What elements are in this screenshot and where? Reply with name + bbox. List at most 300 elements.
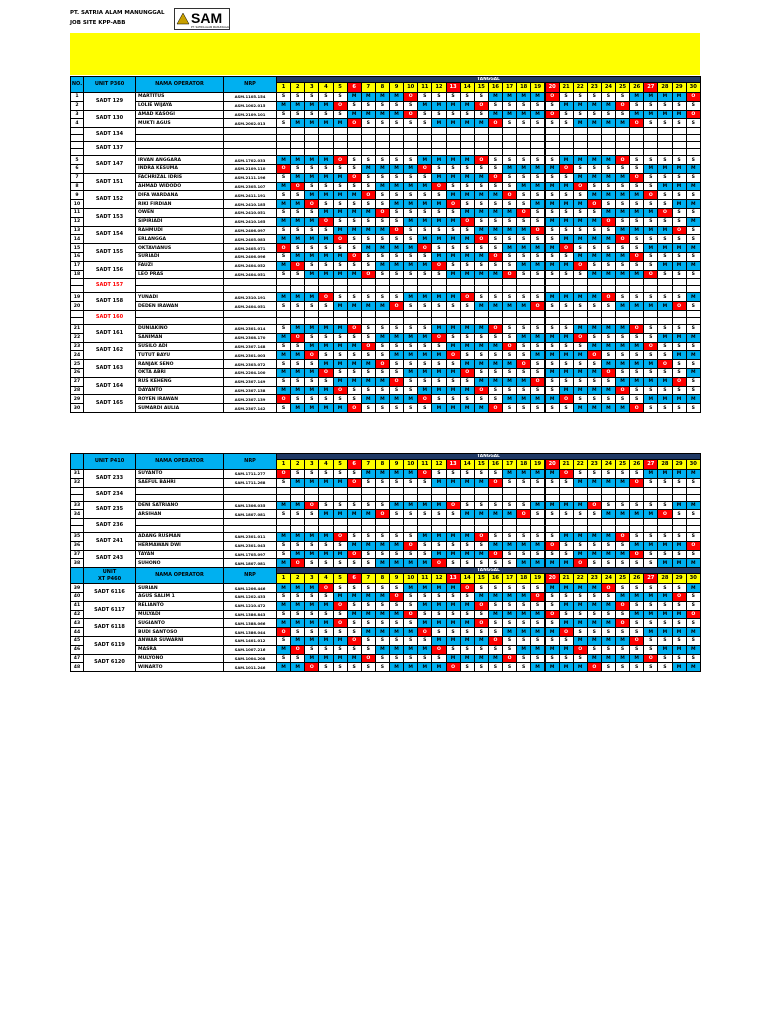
shift-cell[interactable]: S (347, 101, 361, 110)
shift-cell[interactable]: S (658, 101, 672, 110)
shift-cell[interactable]: S (375, 156, 389, 165)
shift-cell[interactable]: O (446, 663, 460, 672)
shift-cell[interactable]: S (291, 164, 305, 173)
shift-cell[interactable]: M (375, 541, 389, 550)
shift-cell[interactable]: S (390, 637, 404, 646)
shift-cell[interactable]: O (559, 469, 573, 478)
shift-cell[interactable]: M (672, 200, 686, 209)
shift-cell[interactable]: M (460, 252, 474, 261)
shift-cell[interactable]: M (460, 550, 474, 559)
shift-cell[interactable]: O (559, 164, 573, 173)
shift-cell[interactable]: O (672, 226, 686, 235)
shift-cell[interactable]: S (545, 637, 559, 646)
shift-cell[interactable]: S (404, 101, 418, 110)
shift-cell[interactable]: S (474, 93, 488, 102)
shift-cell[interactable]: M (630, 593, 644, 602)
shift-cell[interactable]: S (375, 173, 389, 182)
shift-cell[interactable]: M (460, 235, 474, 244)
shift-cell[interactable]: M (418, 182, 432, 191)
shift-cell[interactable]: S (573, 593, 587, 602)
shift-cell[interactable]: M (488, 377, 502, 386)
shift-cell[interactable]: S (531, 550, 545, 559)
shift-cell[interactable]: S (658, 584, 672, 593)
shift-cell[interactable]: M (347, 191, 361, 200)
shift-cell[interactable]: M (517, 395, 531, 404)
shift-cell[interactable]: M (559, 601, 573, 610)
shift-cell[interactable]: M (474, 377, 488, 386)
shift-cell[interactable]: S (531, 533, 545, 542)
shift-cell[interactable]: S (418, 404, 432, 413)
shift-cell[interactable]: S (390, 101, 404, 110)
shift-cell[interactable]: M (672, 469, 686, 478)
shift-cell[interactable]: M (545, 663, 559, 672)
shift-cell[interactable]: M (545, 395, 559, 404)
shift-cell[interactable]: S (630, 469, 644, 478)
shift-cell[interactable]: M (503, 244, 517, 253)
shift-cell[interactable]: M (375, 377, 389, 386)
shift-cell[interactable]: S (404, 478, 418, 487)
shift-cell[interactable]: M (686, 182, 700, 191)
shift-cell[interactable]: M (531, 93, 545, 102)
shift-cell[interactable]: S (404, 601, 418, 610)
shift-cell[interactable]: S (630, 244, 644, 253)
shift-cell[interactable]: M (432, 293, 446, 302)
shift-cell[interactable]: M (474, 252, 488, 261)
shift-cell[interactable]: M (418, 101, 432, 110)
shift-cell[interactable]: M (503, 395, 517, 404)
shift-cell[interactable]: O (432, 333, 446, 342)
shift-cell[interactable]: M (347, 110, 361, 119)
shift-cell[interactable]: S (390, 386, 404, 395)
shift-cell[interactable]: S (291, 628, 305, 637)
shift-cell[interactable]: M (446, 533, 460, 542)
shift-cell[interactable]: S (418, 610, 432, 619)
shift-cell[interactable]: M (446, 270, 460, 279)
shift-cell[interactable]: M (658, 628, 672, 637)
shift-cell[interactable]: M (658, 541, 672, 550)
shift-cell[interactable]: S (686, 619, 700, 628)
shift-cell[interactable]: M (347, 654, 361, 663)
shift-cell[interactable]: M (418, 584, 432, 593)
shift-cell[interactable]: S (432, 610, 446, 619)
shift-cell[interactable]: M (488, 342, 502, 351)
shift-cell[interactable]: O (488, 173, 502, 182)
shift-cell[interactable]: M (446, 235, 460, 244)
shift-cell[interactable]: O (658, 360, 672, 369)
shift-cell[interactable]: M (616, 593, 630, 602)
shift-cell[interactable]: M (559, 333, 573, 342)
shift-cell[interactable]: S (517, 293, 531, 302)
shift-cell[interactable]: M (601, 619, 615, 628)
shift-cell[interactable]: M (616, 324, 630, 333)
shift-cell[interactable]: M (474, 208, 488, 217)
shift-cell[interactable]: M (686, 333, 700, 342)
shift-cell[interactable]: M (686, 469, 700, 478)
shift-cell[interactable]: S (630, 663, 644, 672)
shift-cell[interactable]: M (277, 533, 291, 542)
shift-cell[interactable]: S (418, 654, 432, 663)
shift-cell[interactable]: S (630, 559, 644, 568)
shift-cell[interactable]: S (291, 191, 305, 200)
shift-cell[interactable]: S (375, 293, 389, 302)
shift-cell[interactable]: S (277, 173, 291, 182)
shift-cell[interactable]: S (630, 101, 644, 110)
shift-cell[interactable]: S (474, 610, 488, 619)
shift-cell[interactable]: S (432, 226, 446, 235)
shift-cell[interactable]: M (517, 377, 531, 386)
shift-cell[interactable]: M (545, 293, 559, 302)
shift-cell[interactable]: S (361, 368, 375, 377)
shift-cell[interactable]: M (418, 501, 432, 510)
shift-cell[interactable]: O (432, 645, 446, 654)
shift-cell[interactable]: S (390, 510, 404, 519)
shift-cell[interactable]: M (686, 293, 700, 302)
shift-cell[interactable]: S (347, 559, 361, 568)
shift-cell[interactable]: S (319, 395, 333, 404)
shift-cell[interactable]: M (291, 235, 305, 244)
shift-cell[interactable]: M (616, 478, 630, 487)
shift-cell[interactable]: S (404, 404, 418, 413)
shift-cell[interactable]: S (390, 191, 404, 200)
shift-cell[interactable]: S (460, 302, 474, 311)
shift-cell[interactable]: M (644, 628, 658, 637)
shift-cell[interactable]: M (672, 110, 686, 119)
shift-cell[interactable]: M (503, 610, 517, 619)
shift-cell[interactable]: M (460, 101, 474, 110)
shift-cell[interactable]: M (418, 533, 432, 542)
shift-cell[interactable]: M (361, 360, 375, 369)
shift-cell[interactable]: M (601, 510, 615, 519)
shift-cell[interactable]: S (277, 302, 291, 311)
shift-cell[interactable]: M (277, 351, 291, 360)
shift-cell[interactable]: S (319, 182, 333, 191)
shift-cell[interactable]: M (361, 395, 375, 404)
shift-cell[interactable]: S (347, 200, 361, 209)
shift-cell[interactable]: M (404, 217, 418, 226)
shift-cell[interactable]: M (573, 351, 587, 360)
shift-cell[interactable]: S (361, 200, 375, 209)
shift-cell[interactable]: S (616, 368, 630, 377)
shift-cell[interactable]: M (404, 333, 418, 342)
shift-cell[interactable]: M (305, 584, 319, 593)
shift-cell[interactable]: O (404, 610, 418, 619)
shift-cell[interactable]: M (277, 101, 291, 110)
shift-cell[interactable]: M (319, 654, 333, 663)
shift-cell[interactable]: M (630, 110, 644, 119)
shift-cell[interactable]: S (601, 663, 615, 672)
shift-cell[interactable]: S (545, 550, 559, 559)
shift-cell[interactable]: M (503, 593, 517, 602)
shift-cell[interactable]: M (573, 235, 587, 244)
shift-cell[interactable]: S (305, 302, 319, 311)
shift-cell[interactable]: S (361, 533, 375, 542)
shift-cell[interactable]: O (390, 302, 404, 311)
shift-cell[interactable]: O (305, 351, 319, 360)
shift-cell[interactable]: S (658, 663, 672, 672)
shift-cell[interactable]: S (658, 351, 672, 360)
shift-cell[interactable]: S (517, 478, 531, 487)
shift-cell[interactable]: S (446, 208, 460, 217)
shift-cell[interactable]: S (573, 208, 587, 217)
shift-cell[interactable]: S (658, 293, 672, 302)
shift-cell[interactable]: S (319, 164, 333, 173)
shift-cell[interactable]: M (644, 610, 658, 619)
shift-cell[interactable]: S (658, 191, 672, 200)
shift-cell[interactable]: M (418, 333, 432, 342)
shift-cell[interactable]: M (390, 110, 404, 119)
shift-cell[interactable]: O (474, 533, 488, 542)
shift-cell[interactable]: S (347, 533, 361, 542)
shift-cell[interactable]: M (432, 601, 446, 610)
shift-cell[interactable]: S (573, 628, 587, 637)
shift-cell[interactable]: S (630, 333, 644, 342)
shift-cell[interactable]: M (277, 619, 291, 628)
shift-cell[interactable]: S (390, 342, 404, 351)
shift-cell[interactable]: M (616, 119, 630, 128)
shift-cell[interactable]: S (517, 386, 531, 395)
shift-cell[interactable]: S (658, 501, 672, 510)
shift-cell[interactable]: S (404, 226, 418, 235)
shift-cell[interactable]: S (305, 645, 319, 654)
shift-cell[interactable]: M (460, 270, 474, 279)
shift-cell[interactable]: M (531, 469, 545, 478)
shift-cell[interactable]: S (404, 619, 418, 628)
shift-cell[interactable]: M (460, 654, 474, 663)
shift-cell[interactable]: S (361, 101, 375, 110)
shift-cell[interactable]: O (616, 601, 630, 610)
shift-cell[interactable]: M (517, 93, 531, 102)
shift-cell[interactable]: M (390, 200, 404, 209)
shift-cell[interactable]: M (503, 164, 517, 173)
shift-cell[interactable]: O (319, 584, 333, 593)
shift-cell[interactable]: S (630, 235, 644, 244)
shift-cell[interactable]: O (460, 584, 474, 593)
shift-cell[interactable]: S (601, 200, 615, 209)
shift-cell[interactable]: S (404, 377, 418, 386)
shift-cell[interactable]: S (361, 235, 375, 244)
shift-cell[interactable]: M (305, 252, 319, 261)
shift-cell[interactable]: M (418, 261, 432, 270)
shift-cell[interactable]: M (573, 293, 587, 302)
shift-cell[interactable]: M (587, 386, 601, 395)
shift-cell[interactable]: S (390, 270, 404, 279)
shift-cell[interactable]: M (291, 293, 305, 302)
shift-cell[interactable]: M (644, 469, 658, 478)
shift-cell[interactable]: M (446, 637, 460, 646)
shift-cell[interactable]: O (616, 533, 630, 542)
shift-cell[interactable]: S (503, 333, 517, 342)
shift-cell[interactable]: O (277, 469, 291, 478)
shift-cell[interactable]: O (672, 377, 686, 386)
shift-cell[interactable]: M (672, 333, 686, 342)
shift-cell[interactable]: S (446, 377, 460, 386)
shift-cell[interactable]: S (418, 173, 432, 182)
shift-cell[interactable]: S (291, 208, 305, 217)
shift-cell[interactable]: S (559, 377, 573, 386)
shift-cell[interactable]: S (531, 119, 545, 128)
shift-cell[interactable]: M (644, 510, 658, 519)
shift-cell[interactable]: M (587, 654, 601, 663)
shift-cell[interactable]: S (686, 377, 700, 386)
shift-cell[interactable]: S (601, 333, 615, 342)
shift-cell[interactable]: O (418, 469, 432, 478)
shift-cell[interactable]: O (630, 119, 644, 128)
shift-cell[interactable]: M (347, 302, 361, 311)
shift-cell[interactable]: M (630, 654, 644, 663)
shift-cell[interactable]: M (517, 333, 531, 342)
shift-cell[interactable]: S (587, 302, 601, 311)
shift-cell[interactable]: S (559, 550, 573, 559)
shift-cell[interactable]: O (319, 217, 333, 226)
shift-cell[interactable]: O (488, 404, 502, 413)
shift-cell[interactable]: S (503, 119, 517, 128)
shift-cell[interactable]: O (319, 293, 333, 302)
shift-cell[interactable]: S (559, 478, 573, 487)
shift-cell[interactable]: S (658, 200, 672, 209)
shift-cell[interactable]: S (375, 533, 389, 542)
shift-cell[interactable]: M (446, 217, 460, 226)
shift-cell[interactable]: M (658, 261, 672, 270)
shift-cell[interactable]: S (545, 119, 559, 128)
shift-cell[interactable]: S (503, 601, 517, 610)
shift-cell[interactable]: M (559, 293, 573, 302)
shift-cell[interactable]: S (658, 270, 672, 279)
shift-cell[interactable]: S (432, 377, 446, 386)
shift-cell[interactable]: S (658, 217, 672, 226)
shift-cell[interactable]: S (446, 360, 460, 369)
shift-cell[interactable]: M (347, 510, 361, 519)
shift-cell[interactable]: S (559, 302, 573, 311)
shift-cell[interactable]: S (672, 368, 686, 377)
shift-cell[interactable]: S (446, 593, 460, 602)
shift-cell[interactable]: M (291, 601, 305, 610)
shift-cell[interactable]: S (644, 478, 658, 487)
shift-cell[interactable]: S (531, 156, 545, 165)
shift-cell[interactable]: O (375, 510, 389, 519)
shift-cell[interactable]: S (361, 478, 375, 487)
shift-cell[interactable]: S (446, 645, 460, 654)
shift-cell[interactable]: S (488, 469, 502, 478)
shift-cell[interactable]: S (404, 360, 418, 369)
shift-cell[interactable]: M (291, 533, 305, 542)
shift-cell[interactable]: S (319, 302, 333, 311)
shift-cell[interactable]: S (319, 110, 333, 119)
shift-cell[interactable]: O (347, 478, 361, 487)
shift-cell[interactable]: S (672, 601, 686, 610)
shift-cell[interactable]: M (488, 593, 502, 602)
shift-cell[interactable]: S (474, 559, 488, 568)
shift-cell[interactable]: O (686, 541, 700, 550)
shift-cell[interactable]: S (361, 386, 375, 395)
shift-cell[interactable]: O (347, 404, 361, 413)
shift-cell[interactable]: S (418, 637, 432, 646)
shift-cell[interactable]: M (474, 478, 488, 487)
shift-cell[interactable]: M (390, 93, 404, 102)
shift-cell[interactable]: M (531, 663, 545, 672)
shift-cell[interactable]: M (333, 550, 347, 559)
shift-cell[interactable]: S (630, 261, 644, 270)
shift-cell[interactable]: M (390, 610, 404, 619)
shift-cell[interactable]: S (488, 101, 502, 110)
shift-cell[interactable]: S (573, 302, 587, 311)
shift-cell[interactable]: S (686, 510, 700, 519)
shift-cell[interactable]: M (390, 351, 404, 360)
shift-cell[interactable]: S (277, 654, 291, 663)
shift-cell[interactable]: M (573, 550, 587, 559)
shift-cell[interactable]: M (390, 663, 404, 672)
shift-cell[interactable]: M (319, 235, 333, 244)
shift-cell[interactable]: M (347, 270, 361, 279)
shift-cell[interactable]: S (446, 261, 460, 270)
shift-cell[interactable]: S (375, 601, 389, 610)
shift-cell[interactable]: M (686, 501, 700, 510)
shift-cell[interactable]: S (404, 654, 418, 663)
shift-cell[interactable]: S (418, 360, 432, 369)
shift-cell[interactable]: O (559, 628, 573, 637)
shift-cell[interactable]: S (545, 654, 559, 663)
shift-cell[interactable]: S (333, 395, 347, 404)
shift-cell[interactable]: S (545, 510, 559, 519)
shift-cell[interactable]: O (418, 395, 432, 404)
shift-cell[interactable]: S (545, 226, 559, 235)
shift-cell[interactable]: S (545, 302, 559, 311)
shift-cell[interactable]: S (291, 395, 305, 404)
shift-cell[interactable]: S (517, 663, 531, 672)
shift-cell[interactable]: S (446, 628, 460, 637)
shift-cell[interactable]: S (517, 200, 531, 209)
shift-cell[interactable]: M (503, 510, 517, 519)
shift-cell[interactable]: S (503, 584, 517, 593)
shift-cell[interactable]: S (672, 360, 686, 369)
shift-cell[interactable]: M (277, 200, 291, 209)
shift-cell[interactable]: M (432, 478, 446, 487)
shift-cell[interactable]: M (587, 601, 601, 610)
shift-cell[interactable]: S (531, 293, 545, 302)
shift-cell[interactable]: S (587, 244, 601, 253)
shift-cell[interactable]: M (658, 93, 672, 102)
shift-cell[interactable]: S (432, 208, 446, 217)
shift-cell[interactable]: S (503, 550, 517, 559)
shift-cell[interactable]: M (474, 270, 488, 279)
shift-cell[interactable]: M (573, 173, 587, 182)
shift-cell[interactable]: M (517, 541, 531, 550)
shift-cell[interactable]: S (616, 333, 630, 342)
shift-cell[interactable]: S (644, 261, 658, 270)
shift-cell[interactable]: S (644, 637, 658, 646)
shift-cell[interactable]: S (658, 550, 672, 559)
shift-cell[interactable]: S (517, 156, 531, 165)
shift-cell[interactable]: S (644, 252, 658, 261)
shift-cell[interactable]: M (644, 164, 658, 173)
shift-cell[interactable]: O (573, 261, 587, 270)
shift-cell[interactable]: M (347, 360, 361, 369)
shift-cell[interactable]: M (446, 101, 460, 110)
shift-cell[interactable]: M (390, 261, 404, 270)
shift-cell[interactable]: S (390, 217, 404, 226)
shift-cell[interactable]: S (672, 156, 686, 165)
shift-cell[interactable]: S (587, 510, 601, 519)
shift-cell[interactable]: M (375, 469, 389, 478)
shift-cell[interactable]: S (503, 559, 517, 568)
shift-cell[interactable]: M (460, 386, 474, 395)
shift-cell[interactable]: M (277, 182, 291, 191)
shift-cell[interactable]: S (347, 601, 361, 610)
shift-cell[interactable]: O (630, 550, 644, 559)
shift-cell[interactable]: S (503, 200, 517, 209)
shift-cell[interactable]: S (587, 559, 601, 568)
shift-cell[interactable]: M (446, 368, 460, 377)
shift-cell[interactable]: S (361, 252, 375, 261)
